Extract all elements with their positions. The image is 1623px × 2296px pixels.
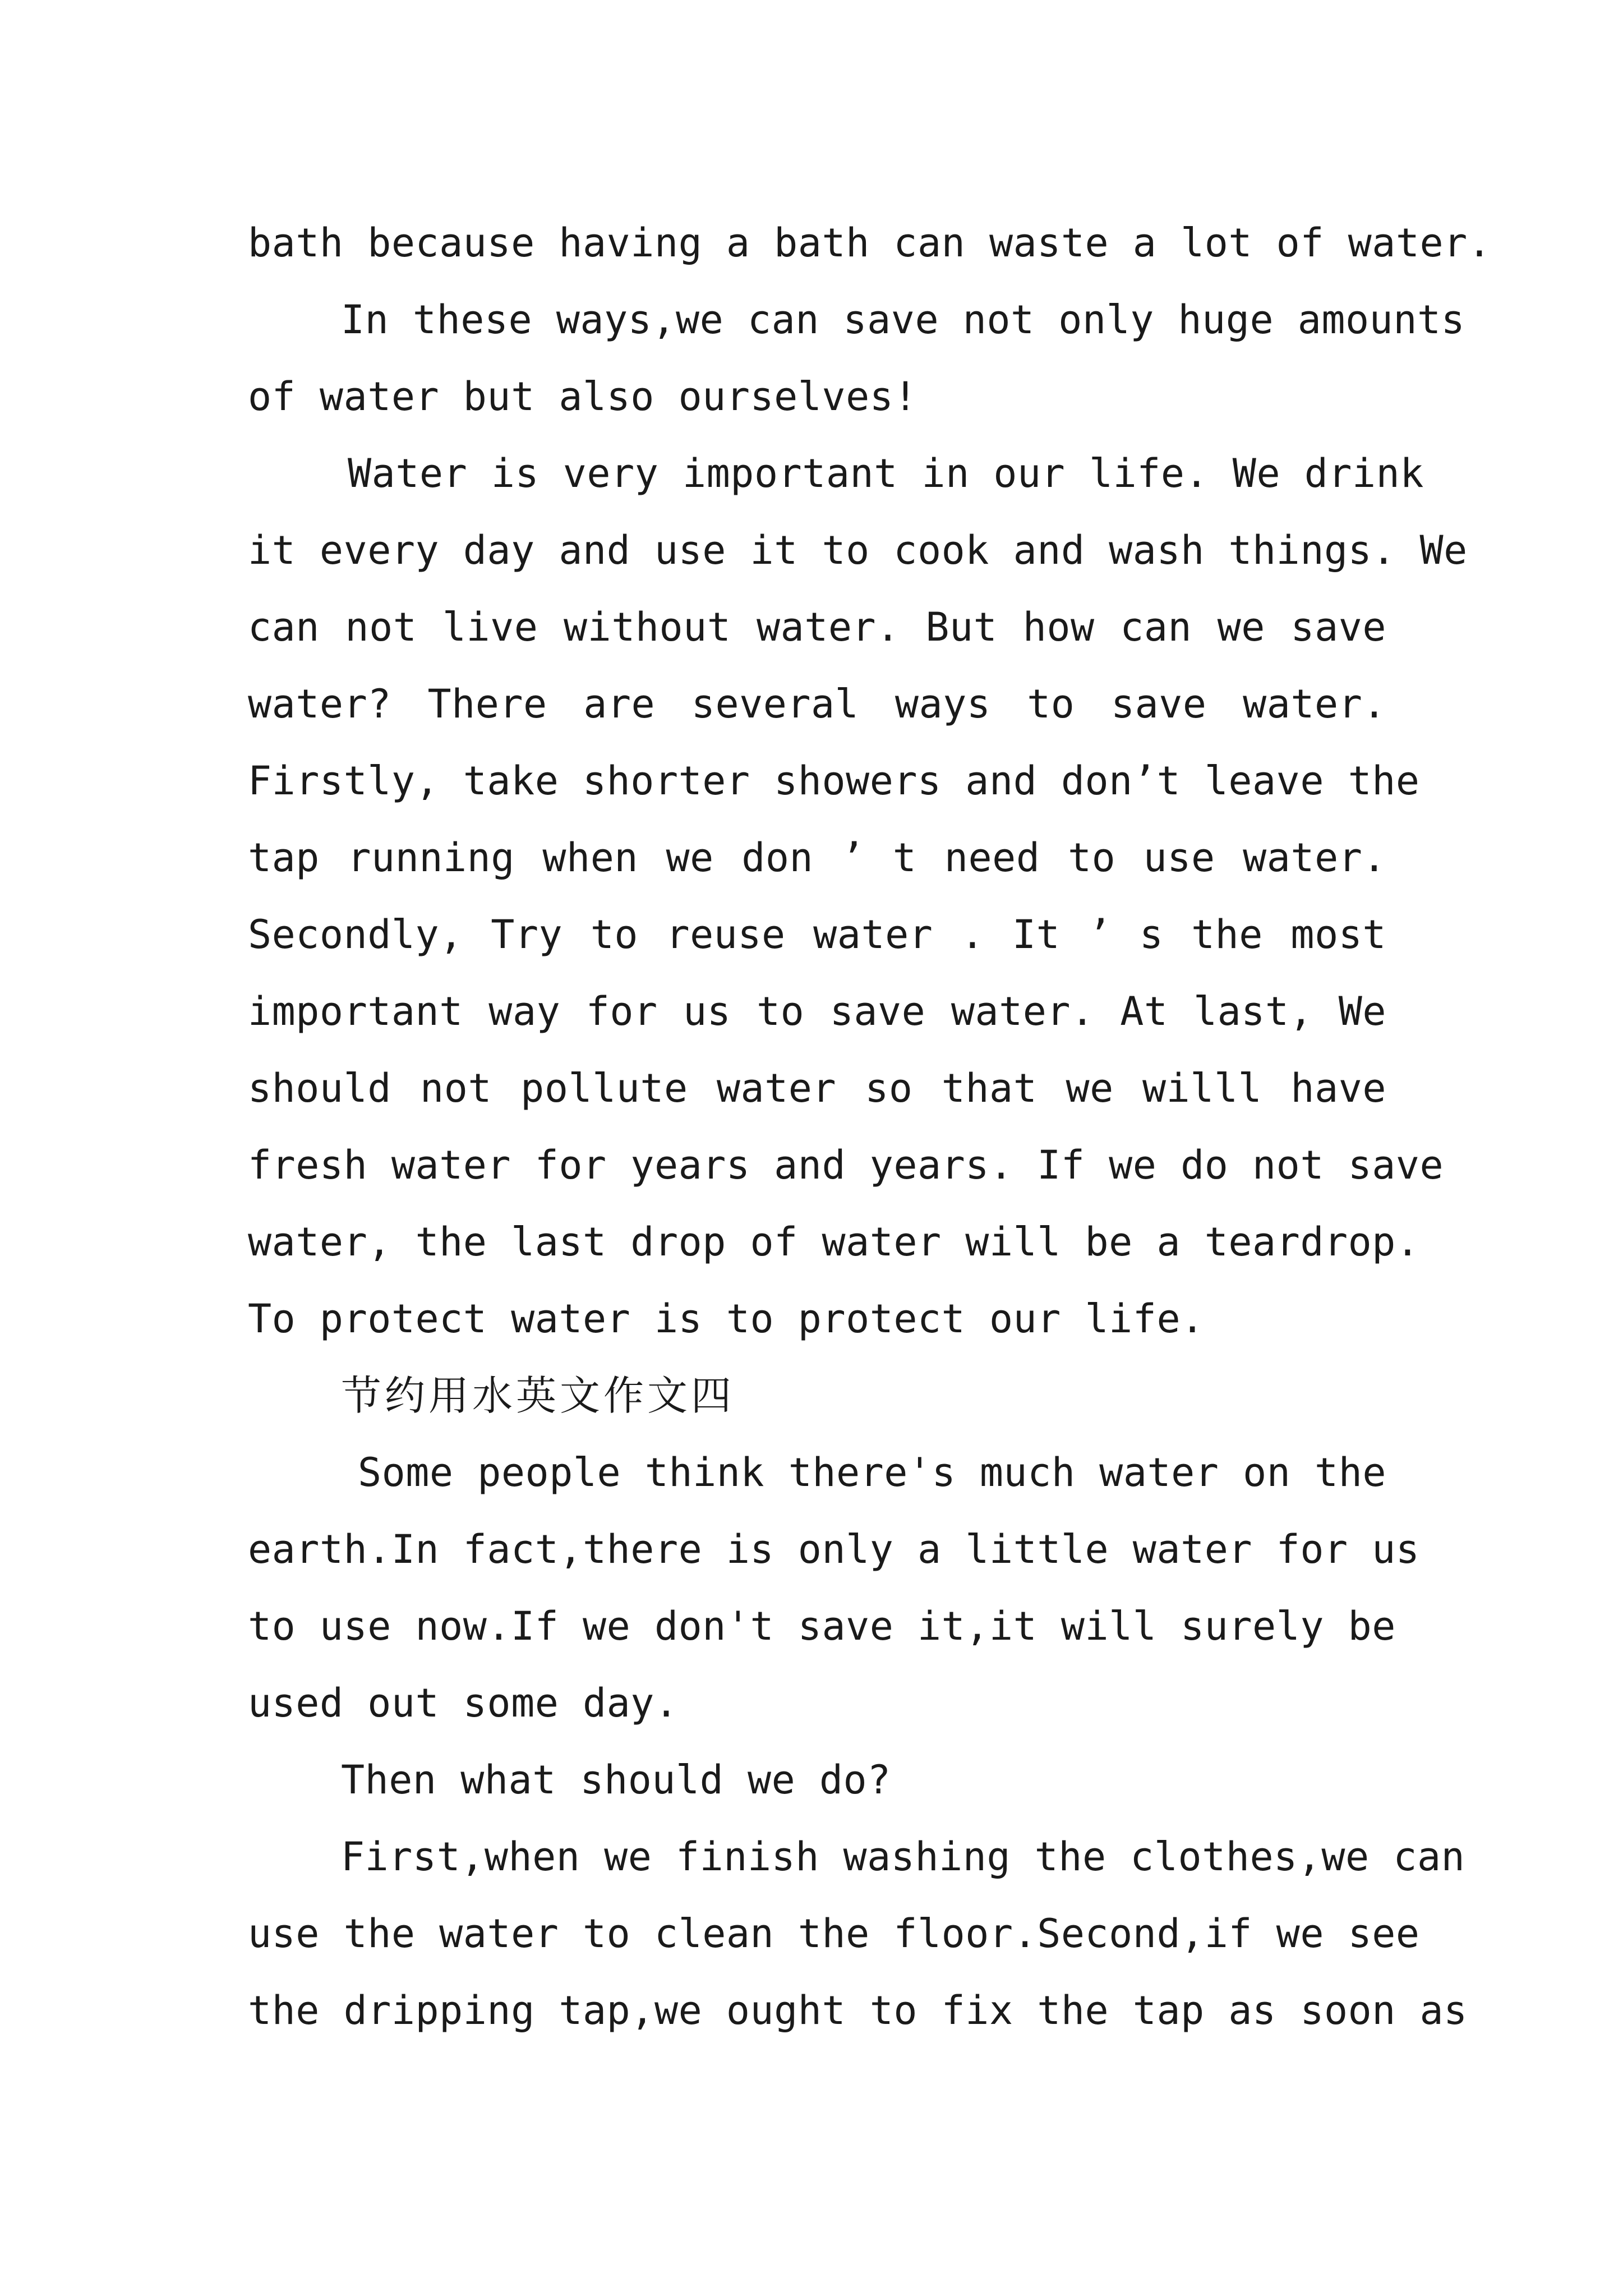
text-line-2: In these ways,we can save not only huge amounts xyxy=(341,297,1465,343)
text-line-9: tap running when we don ’ t need to use water. xyxy=(248,835,1386,881)
text-line-10: Secondly, Try to reuse water . It ’ s the most xyxy=(248,912,1386,958)
text-line-6: can not live without water. But how can we save xyxy=(248,604,1386,650)
text-line-4: Water is very important in our life. We drink xyxy=(348,450,1424,496)
text-line-12: should not pollute water so that we willl have xyxy=(248,1065,1386,1111)
text-line-22: First,when we finish washing the clothes,we can xyxy=(341,1834,1465,1880)
text-line-20: used out some day. xyxy=(248,1680,679,1726)
text-line-13: fresh water for years and years. If we do not save xyxy=(248,1142,1444,1188)
text-line-11: important way for us to save water. At last, We xyxy=(248,988,1386,1034)
text-line-17: Some people think there's much water on the xyxy=(358,1450,1386,1496)
text-line-24: the dripping tap,we ought to fix the tap as soon as xyxy=(248,1987,1468,2033)
text-line-7: water? There are several ways to save water. xyxy=(248,681,1386,727)
section-heading: 节约用水英文作文四 xyxy=(341,1372,735,1419)
text-line-15: To protect water is to protect our life. xyxy=(248,1296,1205,1342)
text-line-3: of water but also ourselves! xyxy=(248,374,918,420)
text-line-8: Firstly, take shorter showers and don’t leave the xyxy=(248,758,1420,804)
text-line-18: earth.In fact,there is only a little water for us xyxy=(248,1526,1420,1572)
text-line-14: water, the last drop of water will be a teardrop. xyxy=(248,1219,1420,1265)
text-line-1: bath because having a bath can waste a lot of water. xyxy=(248,220,1492,266)
text-line-21: Then what should we do? xyxy=(341,1757,891,1803)
text-line-23: use the water to clean the floor.Second,if we see xyxy=(248,1911,1420,1957)
text-line-5: it every day and use it to cook and wash things. We xyxy=(248,527,1468,573)
text-line-19: to use now.If we don't save it,it will surely be xyxy=(248,1603,1396,1649)
